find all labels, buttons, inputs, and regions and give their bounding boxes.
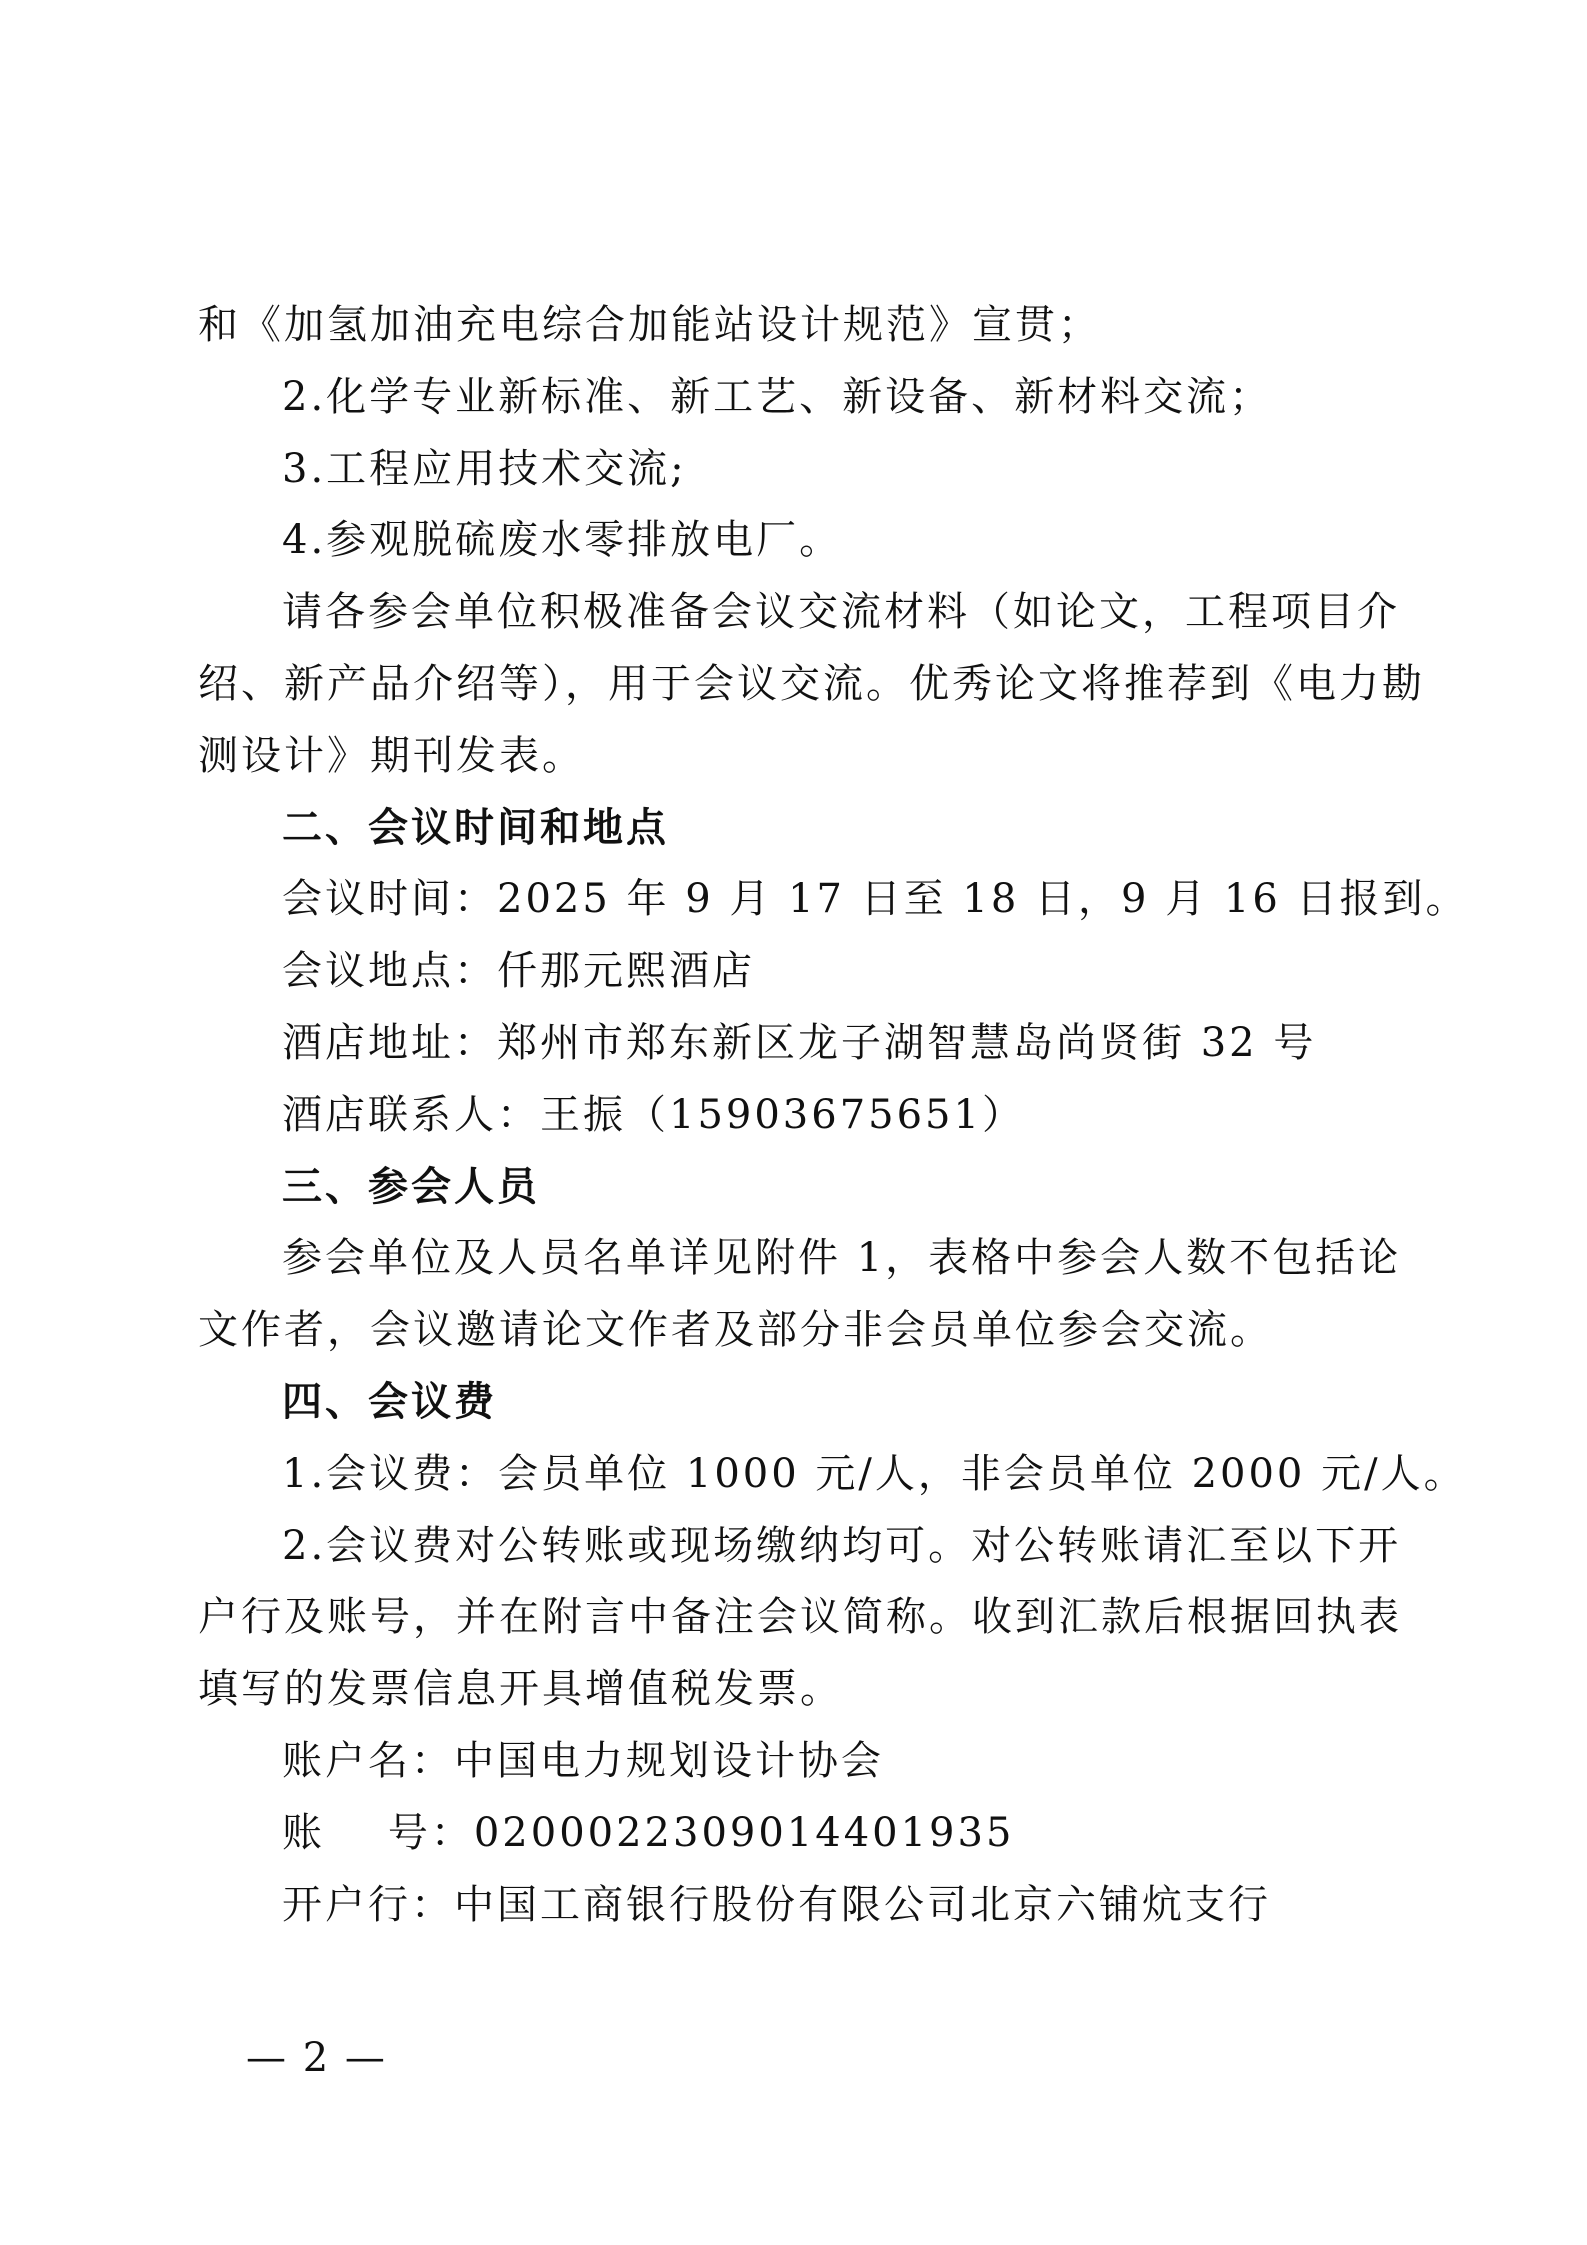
paragraph-payment-line: 填写的发票信息开具增值税发票。	[198, 1666, 843, 1713]
list-item-chemistry-exchange: 2.化学专业新标准、新工艺、新设备、新材料交流；	[282, 373, 1273, 420]
page-number: — 2 —	[246, 2035, 387, 2081]
meeting-time: 会议时间：2025 年 9 月 17 日至 18 日，9 月 16 日报到。	[282, 876, 1469, 923]
list-item-site-visit: 4.参观脱硫废水零排放电厂。	[282, 517, 843, 564]
section-heading-attendees: 三、参会人员	[282, 1163, 540, 1210]
meeting-location: 会议地点：仟那元熙酒店	[282, 948, 755, 995]
paragraph-materials-line: 绍、新产品介绍等），用于会议交流。优秀论文将推荐到《电力勘	[198, 660, 1425, 707]
hotel-address: 酒店地址：郑州市郑东新区龙子湖智慧岛尚贤街 32 号	[282, 1019, 1317, 1066]
paragraph-materials-line: 请各参会单位积极准备会议交流材料（如论文，工程项目介	[282, 589, 1400, 636]
paragraph-attendees-line: 参会单位及人员名单详见附件 1，表格中参会人数不包括论	[282, 1235, 1402, 1282]
document-body	[198, 290, 1469, 1941]
paragraph-payment-line: 户行及账号，并在附言中备注会议简称。收到汇款后根据回执表	[198, 1594, 1402, 1641]
paragraph-materials-line: 测设计》期刊发表。	[198, 732, 585, 779]
bank-name: 开户行：中国工商银行股份有限公司北京六铺炕支行	[282, 1881, 1271, 1928]
paragraph-attendees-line: 文作者，会议邀请论文作者及部分非会员单位参会交流。	[198, 1307, 1273, 1354]
list-item-engineering-exchange: 3.工程应用技术交流;	[282, 445, 687, 492]
fee-amount: 1.会议费：会员单位 1000 元/人，非会员单位 2000 元/人。	[282, 1450, 1467, 1497]
hotel-contact: 酒店联系人：王振（15903675651）	[282, 1091, 1025, 1138]
section-heading-fees: 四、会议费	[282, 1378, 497, 1425]
body-text-line: 和《加氢加油充电综合加能站设计规范》宣贯；	[198, 302, 1101, 348]
paragraph-payment-line: 2.会议费对公转账或现场缴纳均可。对公转账请汇至以下开	[282, 1522, 1402, 1569]
account-name: 账户名：中国电力规划设计协会	[282, 1737, 884, 1784]
account-number: 账 号：0200022309014401935	[282, 1809, 1015, 1856]
section-heading-time-location: 二、会议时间和地点	[282, 804, 669, 851]
